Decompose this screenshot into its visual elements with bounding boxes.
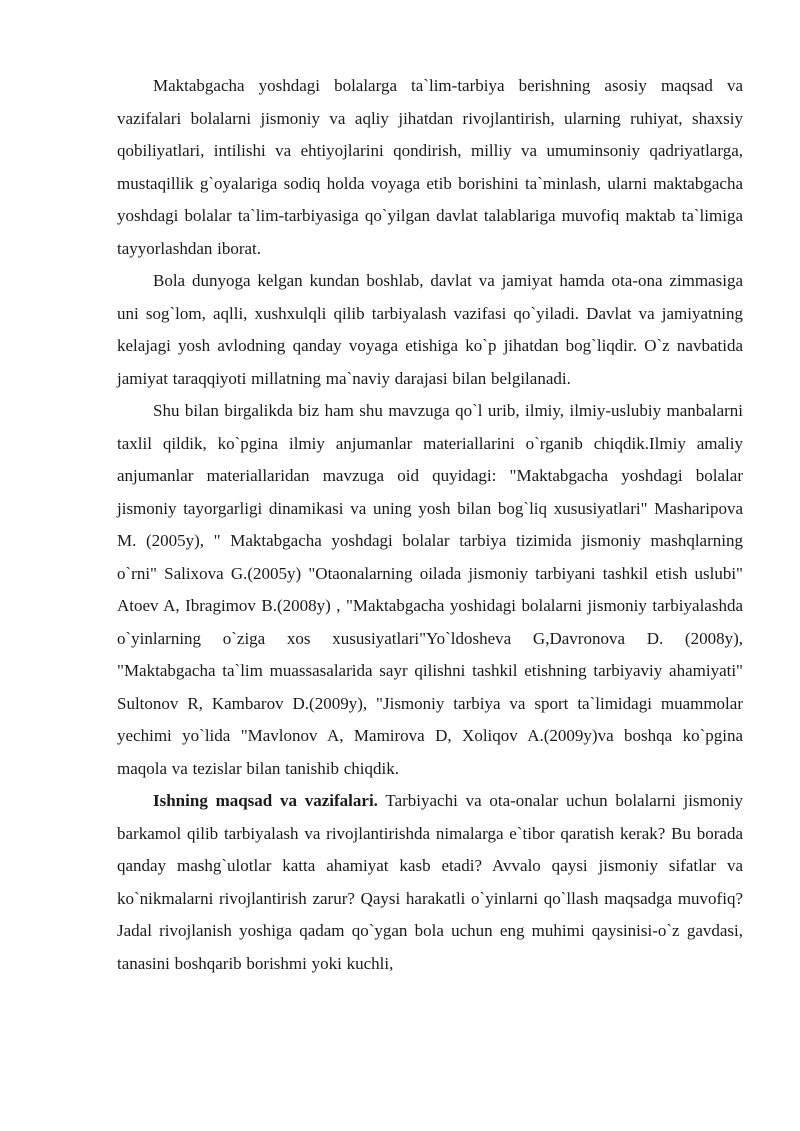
section-lead-heading: Ishning maqsad va vazifalari.	[153, 791, 378, 810]
paragraph-work-objectives	[117, 785, 743, 980]
paragraph-literature-review	[117, 395, 743, 785]
paragraph-text: Bola dunyoga kelgan kundan boshlab, davlat va jamiyat hamda ota-ona zimmasiga uni sog`lom, aqlli, xushxulqli qilib tarbiyalash vazifasi qo`yiladi. Davlat va jamiyatning kelajagi yosh avlodning qanday voyaga etishiga ko`p jihatdan bog`liqdir. O`z navbatida jamiyat taraqqiyoti millatning ma`naviy darajasi bilan belgilanadi.	[117, 271, 743, 388]
document-page	[117, 70, 743, 980]
paragraph-text: Tarbiyachi va ota-onalar uchun bolalarni jismoniy barkamol qilib tarbiyalash va rivojlantirishda nimalarga e`tibor qaratish kerak? Bu borada qanday mashg`ulotlar katta ahamiyat kasb etadi? Avvalo qaysi jismoniy sifatlar va ko`nikmalarni rivojlantirish zarur? Qaysi harakatli o`yinlarni qo`llash maqsadga muvofiq? Jadal rivojlanish yoshiga qadam qo`ygan bola uchun eng muhimi qaysinisi-o`z gavdasi, tanasini boshqarib borishmi yoki kuchli,	[117, 791, 743, 973]
paragraph-goals	[117, 70, 743, 265]
paragraph-text: Maktabgacha yoshdagi bolalarga ta`lim-tarbiya berishning asosiy maqsad va vazifalari bolalarni jismoniy va aqliy jihatdan rivojlantirish, ularning ruhiyat, shaxsiy qobiliyatlari, intilishi va ehtiyojlarini qondirish, milliy va umuminsoniy qadriyatlarga, mustaqillik g`oyalariga sodiq holda voyaga etib borishini ta`minlash, ularni maktabgacha yoshdagi bolalar ta`lim-tarbiyasiga qo`yilgan davlat talablariga muvofiq maktab ta`limiga tayyorlashdan iborat.	[117, 76, 743, 258]
paragraph-text: Shu bilan birgalikda biz ham shu mavzuga qo`l urib, ilmiy, ilmiy-uslubiy manbalarni taxlil qildik, ko`pgina ilmiy anjumanlar materiallarini o`rganib chiqdik.Ilmiy amaliy anjumanlar materiallaridan mavzuga oid quyidagi: "Maktabgacha yoshdagi bolalar jismoniy tayorgarligi dinamikasi va uning yosh bilan bog`liq xususiyatlari" Masharipova M. (2005y), " Maktabgacha yoshdagi bolalar tarbiya tizimida jismoniy mashqlarning o`rni" Salixova G.(2005y) "Otaonalarning oilada jismoniy tarbiyani tashkil etish uslubi" Atoev A, Ibragimov B.(2008y) , "Maktabgacha yoshidagi bolalarni jismoniy tarbiyalashda o`yinlarning o`ziga xos xususiyatlari"Yo`ldosheva G,Davronova D. (2008y), "Maktabgacha ta`lim muassasalarida sayr qilishni tashkil etishning tarbiyaviy ahamiyati" Sultonov R, Kambarov D.(2009y), "Jismoniy tarbiya va sport ta`limidagi muammolar yechimi yo`lida "Mavlonov A, Mamirova D, Xoliqov A.(2009y)va boshqa ko`pgina maqola va tezislar bilan tanishib chiqdik.	[117, 401, 743, 778]
paragraph-state-society	[117, 265, 743, 395]
